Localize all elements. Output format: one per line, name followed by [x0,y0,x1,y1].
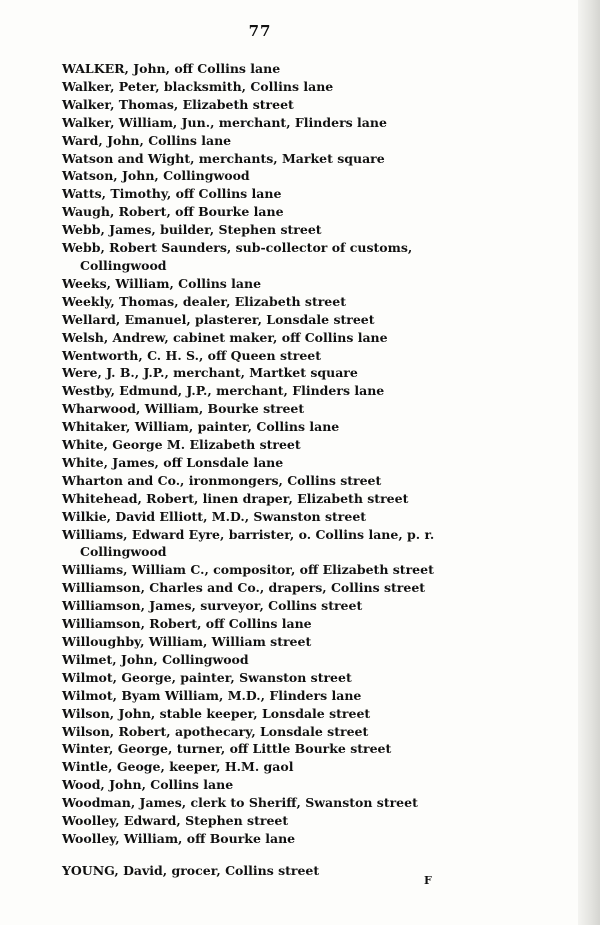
entry-text: Watson, John, Collingwood [62,168,250,184]
entry-text: Williamson, James, surveyor, Collins street [62,598,363,614]
directory-entry [62,78,474,96]
directory-entry [62,347,474,365]
directory-entry [62,669,474,687]
directory-entry [62,597,474,615]
entry-text: Westby, Edmund, J.P., merchant, Flinders lane [62,383,385,399]
directory-entry [62,490,474,508]
directory-entry [62,364,474,382]
entry-text: Weekly, Thomas, dealer, Elizabeth street [62,293,346,309]
entry-text: Wood, John, Collins lane [62,777,234,793]
entry-text: Wilmot, Byam William, M.D., Flinders lane [62,687,362,703]
directory-entry [62,776,474,794]
directory-entry [62,185,474,203]
directory-entry [62,114,474,132]
entry-continuation: Collingwood [80,544,167,560]
directory-entry [62,633,474,651]
entry-text: Webb, Robert Saunders, sub-collector of customs, [62,240,413,256]
entry-text: Watson and Wight, merchants, Market square [62,150,385,166]
entry-text: Williamson, Charles and Co., drapers, Collins street [62,580,426,596]
entry-text: Ward, John, Collins lane [62,132,232,148]
directory-entry [62,221,474,239]
directory-entry [62,740,474,758]
entry-text: Weeks, William, Collins lane [62,275,262,291]
directory-entry [62,830,474,848]
directory-entry [62,436,474,454]
directory-entry [62,311,474,329]
directory-entry [62,651,474,669]
directory-entry [62,615,474,633]
directory-entry [62,812,474,830]
directory-entry [62,167,474,185]
entry-text: Were, J. B., J.P., merchant, Martket square [62,365,358,381]
entry-text: Wharwood, William, Bourke street [62,401,305,417]
entry-text: Woolley, William, off Bourke lane [62,830,296,846]
entry-text: White, James, off Lonsdale lane [62,454,284,470]
directory-entry [62,705,474,723]
page-number: 77 [248,22,272,40]
entry-text: White, George M. Elizabeth street [62,437,301,453]
entry-text: Williams, Edward Eyre, barrister, o. Collins lane, p. r. [62,526,435,542]
entry-text: Webb, James, builder, Stephen street [62,222,322,238]
entry-text: Williamson, Robert, off Collins lane [62,616,312,632]
entry-text: Williams, William C., compositor, off Elizabeth street [62,562,434,578]
directory-entry [62,579,474,597]
directory-entry [62,758,474,776]
entry-text: Woolley, Edward, Stephen street [62,813,289,829]
entry-text: Walker, Thomas, Elizabeth street [62,96,294,112]
entry-text: Willoughby, William, William street [62,634,312,649]
directory-entry [62,723,474,741]
binding-edge [578,0,600,925]
entry-text: Winter, George, turner, off Little Bourke street [62,741,392,757]
directory-entry [62,60,474,78]
directory-entry [62,150,474,168]
entry-text: Woodman, James, clerk to Sheriff, Swanston street [62,795,418,811]
directory-entry [62,687,474,705]
entry-text: Wilkie, David Elliott, M.D., Swanston street [62,508,367,524]
entry-text: Wentworth, C. H. S., off Queen street [62,347,322,363]
directory-entry [62,400,474,418]
entry-text: Whitehead, Robert, linen draper, Elizabeth street [62,490,409,506]
directory-entry [62,508,474,526]
entry-text: Wharton and Co., ironmongers, Collins street [62,472,382,488]
directory-entry [62,561,474,579]
directory-entry [62,418,474,436]
directory-entry-list [62,60,474,880]
entry-text: Walker, William, Jun., merchant, Flinders lane [62,114,387,130]
entry-text: Walker, Peter, blacksmith, Collins lane [62,78,334,94]
directory-entry [62,96,474,114]
directory-entry [62,239,474,275]
directory-entry [62,275,474,293]
entry-text: Wellard, Emanuel, plasterer, Lonsdale street [62,311,375,327]
entry-text: Whitaker, William, painter, Collins lane [62,419,340,435]
entry-text: Watts, Timothy, off Collins lane [62,186,282,202]
entry-text: Welsh, Andrew, cabinet maker, off Collins lane [62,329,388,345]
directory-entry [62,862,474,880]
directory-entry [62,329,474,347]
signature-mark: F [424,874,432,887]
directory-entry [62,794,474,812]
directory-entry [62,454,474,472]
directory-entry [62,382,474,400]
entry-text: Wilmot, George, painter, Swanston street [62,669,352,685]
entry-text: Wintle, Geoge, keeper, H.M. gaol [62,759,294,775]
entry-text: WALKER, John, off Collins lane [62,61,281,76]
entry-text: Waugh, Robert, off Bourke lane [62,204,284,220]
directory-entry [62,203,474,221]
entry-text: YOUNG, David, grocer, Collins street [62,862,320,878]
entry-text: Wilmet, John, Collingwood [62,651,249,667]
directory-entry [62,472,474,490]
entry-continuation: Collingwood [80,257,167,273]
entry-text: Wilson, Robert, apothecary, Lonsdale street [62,723,369,739]
entry-text: Wilson, John, stable keeper, Lonsdale street [62,705,371,721]
directory-entry [62,526,474,562]
directory-entry [62,132,474,150]
directory-entry [62,293,474,311]
